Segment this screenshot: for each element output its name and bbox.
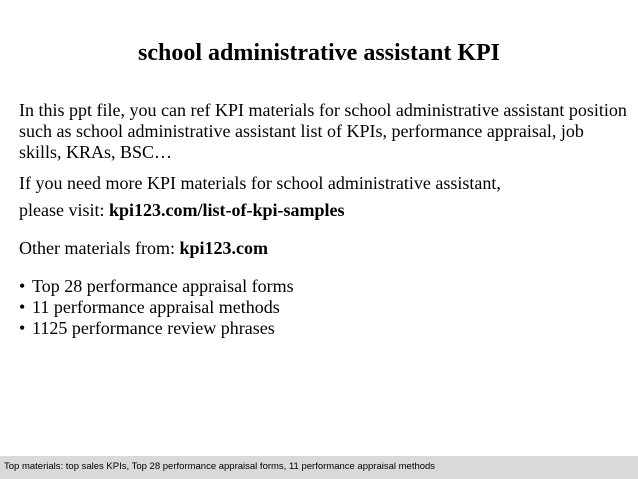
bullet-icon: • — [19, 318, 26, 338]
bullet-icon: • — [19, 297, 26, 317]
visit-prefix: please visit: — [19, 200, 109, 220]
kpi-samples-link[interactable]: kpi123.com/list-of-kpi-samples — [108, 200, 345, 220]
footer-bar — [0, 456, 638, 479]
list-item — [19, 297, 629, 318]
other-materials-line — [19, 238, 629, 259]
kpi123-link[interactable]: kpi123.com — [179, 238, 268, 258]
slide-content — [19, 100, 629, 339]
bullet-icon: • — [19, 276, 26, 296]
visit-line: If you need more KPI materials for school administrative assistant, — [19, 173, 501, 193]
slide-title: school administrative assistant KPI — [137, 40, 500, 66]
list-item-text: 1125 performance review phrases — [32, 318, 275, 338]
list-item-text: 11 performance appraisal methods — [32, 297, 280, 317]
list-item — [19, 276, 629, 297]
footer-text: Top materials: top sales KPIs, Top 28 performance appraisal forms, 11 performance appraisal methods — [4, 461, 436, 472]
other-prefix: Other materials from: — [19, 238, 180, 258]
list-item-text: Top 28 performance appraisal forms — [32, 276, 294, 296]
visit-link-line — [19, 200, 629, 221]
materials-list — [19, 276, 629, 339]
intro-paragraph: In this ppt file, you can ref KPI materials for school administrative assistant position such as school administrative assistant list of KPIs, performance appraisal, job skills, KRAs, BSC… — [19, 100, 627, 162]
list-item — [19, 318, 629, 339]
